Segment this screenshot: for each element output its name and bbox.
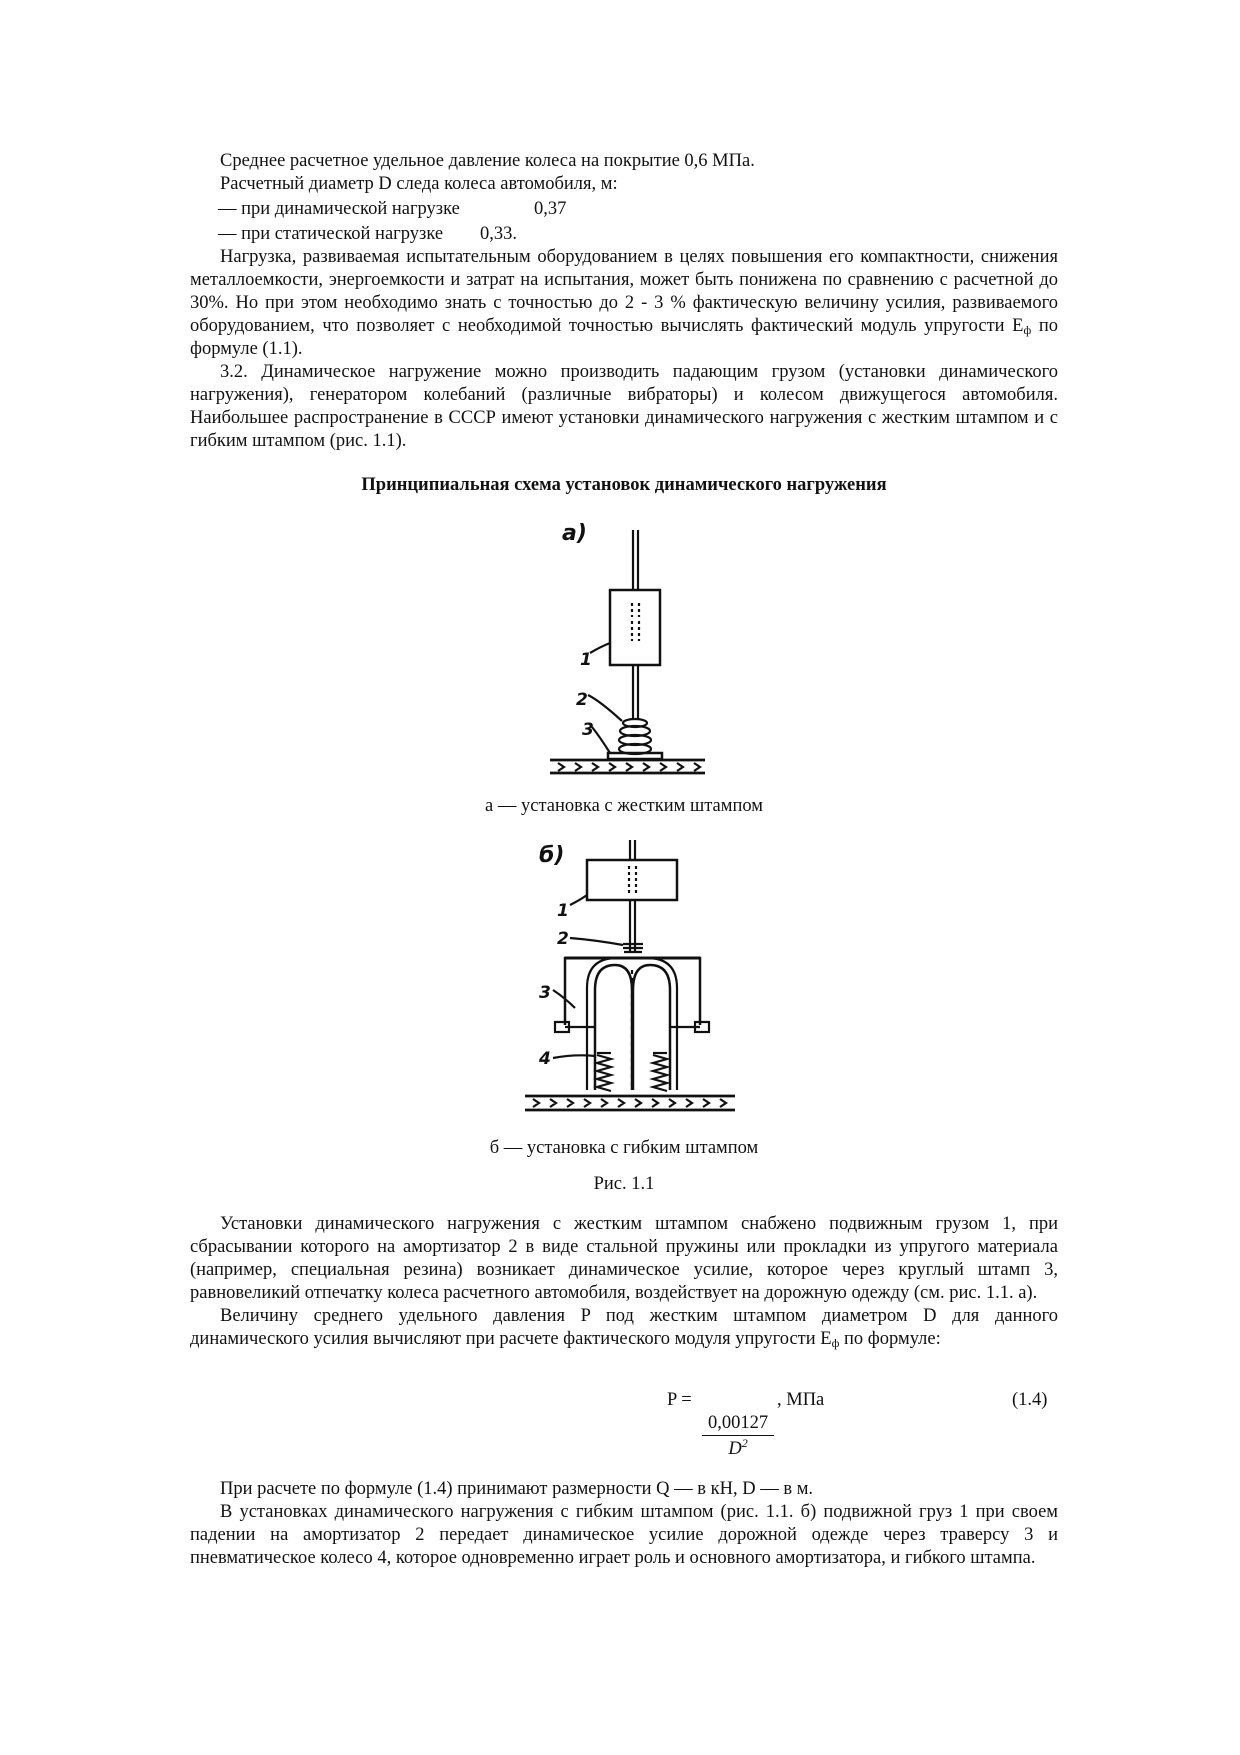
figure-a-rigid-stamp [540,515,720,780]
static-load-value: 0,33. [480,224,517,244]
static-load-row [190,223,1058,246]
figure-b-num-2: 2 [557,929,569,949]
final-text-block [190,1478,1058,1570]
paragraph-load-reduction-text: Нагрузка, развиваемая испытательным оборудованием в целях повышения его компактности, снижения металлоемкости, энергоемкости и затрат на испытания, может быть понижена по сравнению с расчетной до 30%. Но при этом необходимо знать с точностью до 2 - 3 % фактическую величину усилия, развиваемого оборудованием, что позволяет с необходимой точностью вычислять фактический модуль упругости E [190,247,1058,336]
paragraph-load-reduction-end: по формуле (1.1). [190,316,1058,359]
figure-b-num-4: 4 [539,1049,551,1069]
figure-a-num-1: 1 [580,650,592,670]
paragraph-load-reduction [190,246,1058,361]
paragraph-units: При расчете по формуле (1.4) принимают размерности Q — в кН, D — в м. [220,1479,814,1499]
pressure-line: Среднее расчетное удельное давление колеса на покрытие 0,6 МПа. [220,151,755,171]
caption-b: б — установка с гибким штампом [489,1138,759,1158]
paragraph-flexible-stamp: В установках динамического нагружения с гибким штампом (рис. 1.1. б) подвижной груз 1 при своем падении на амортизатор 2 передает динамическое усилие дорожной одежде через траверсу 3 и пневматическое колесо 4, которое одновременно играет роль и основного амортизатора, и гибкого штампа. [190,1502,1058,1568]
figure-a-num-2: 2 [576,690,588,710]
subscript-f-2: ф [831,1336,840,1350]
caption-a: а — установка с жестким штампом [485,796,763,816]
paragraph-pressure [190,1305,1058,1351]
dynamic-load-row [190,198,1058,221]
figure-b-num-3: 3 [539,983,551,1003]
figure-b-flexible-stamp [525,840,735,1115]
paragraph-rigid-stamp: Установки динамического нагружения с жестким штампом снабжено подвижным грузом 1, при сбрасывании которого на амортизатор 2 в виде стальной пружины или прокладки из упругого материала (например, специальная резина) возникает динамическое усилие, которое через круглый штамп 3, равновеликий отпечатку колеса расчетного автомобиля, воздействует на дорожную одежду (см. рис. 1.1. а). [190,1214,1058,1303]
dynamic-load-label: — при динамической нагрузке [218,199,460,219]
paragraph-dynamic-loading: 3.2. Динамическое нагружение можно производить падающим грузом (установки динамического нагружения), генератором колебаний (различные вибраторы) и колесом движущегося автомобиля. Наибольшее распространение в СССР имеют установки динамического нагружения с жестким штампом и с гибким штампом (рис. 1.1). [190,362,1058,451]
figure-label: Рис. 1.1 [593,1174,655,1194]
figure-a-num-3: 3 [582,720,594,740]
figure-b-label: б) [539,843,565,868]
top-text-block [190,150,1058,453]
formula-numerator: 0,00127 [702,1412,774,1436]
formula-unit: , МПа [777,1390,825,1410]
dynamic-load-value: 0,37 [534,199,567,219]
paragraph-pressure-text: Величину среднего удельного давления P под жестким штампом диаметром D для данного динамического усилия вычисляют при расчете фактического модуля упругости E [190,1306,1058,1349]
subscript-f: ф [1023,323,1032,337]
formula-den-var: D [728,1439,742,1459]
figure-b-num-1: 1 [557,901,569,921]
formula-denominator [702,1435,774,1461]
figure-a-label: а) [562,521,587,546]
formula-lhs: P = [667,1390,692,1410]
figure-title: Принципиальная схема установок динамического нагружения [361,475,887,495]
bottom-text-block [190,1213,1058,1351]
formula-number: (1.4) [1012,1390,1048,1410]
formula-den-exp: 2 [741,1435,748,1450]
diameter-line: Расчетный диаметр D следа колеса автомобиля, м: [220,174,618,194]
static-load-label: — при статической нагрузке [218,224,444,244]
paragraph-pressure-end: по формуле: [839,1329,941,1349]
